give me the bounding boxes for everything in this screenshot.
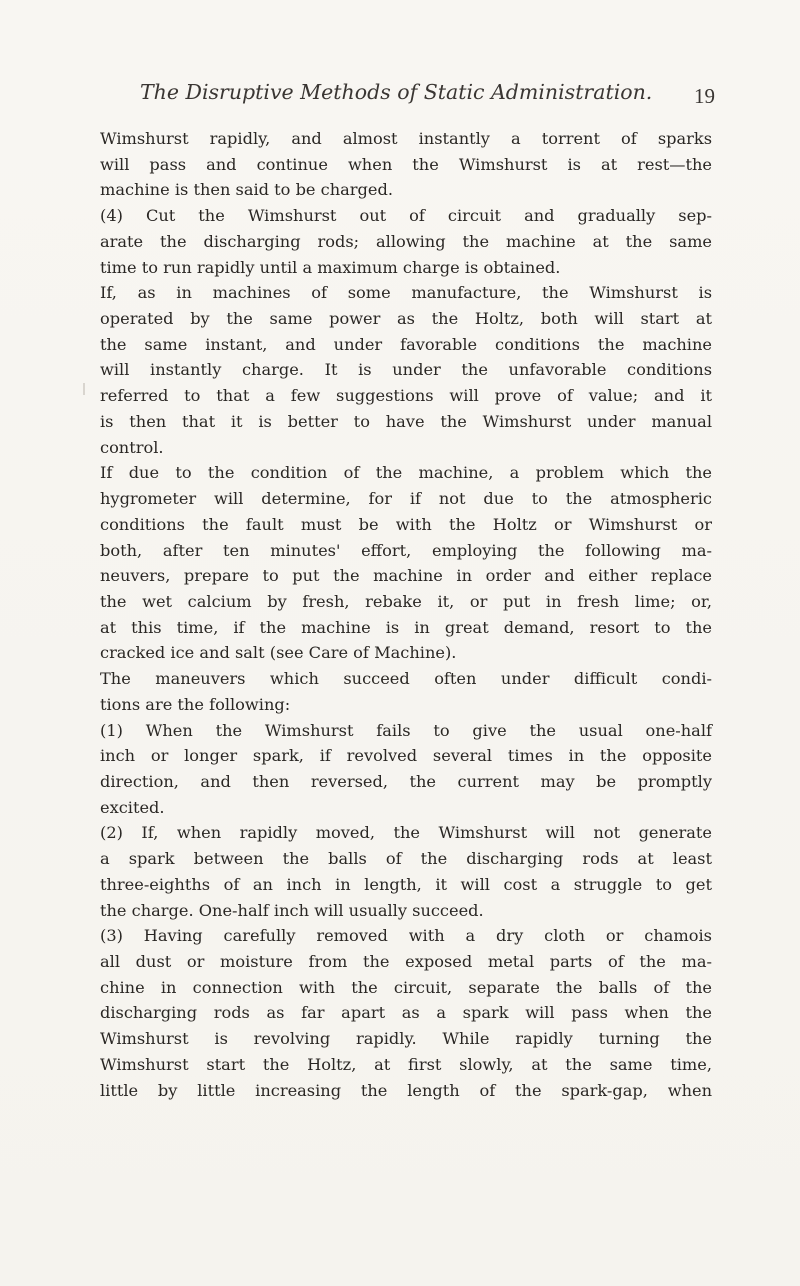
text-line: chine in connection with the circuit, separate the balls of the [100, 977, 712, 997]
text-line: Wimshurst rapidly, and almost instantly a torrent of sparks [100, 129, 712, 148]
text-line: excited. [100, 797, 165, 817]
text-line: Wimshurst is revolving rapidly. While rapidly turning the [100, 1029, 712, 1049]
text-line: time to run rapidly until a maximum charge is obtained. [100, 257, 561, 277]
text-line: operated by the same power as the Holtz, both will start at [100, 309, 712, 329]
text-line: arate the discharging rods; allowing the machine at the same [100, 231, 712, 251]
text-line: is then that it is better to have the Wimshurst under manual [100, 411, 712, 431]
running-header-title: The Disruptive Methods of Static Administration. [140, 80, 653, 104]
text-line: will instantly charge. It is under the unfavorable conditions [100, 360, 712, 380]
text-line: the same instant, and under favorable conditions the machine [100, 334, 712, 354]
text-line: control. [100, 437, 164, 457]
text-line: both, after ten minutes' effort, employing the following ma- [100, 540, 712, 560]
text-line: conditions the fault must be with the Holtz or Wimshurst or [100, 514, 712, 534]
text-line: cracked ice and salt (see Care of Machine). [100, 643, 457, 663]
text-line: a spark between the balls of the discharging rods at least [100, 849, 712, 869]
text-line: The maneuvers which succeed often under difficult condi- [100, 669, 712, 689]
text-line: the charge. One-half inch will usually succeed. [100, 900, 484, 920]
text-line: discharging rods as far apart as a spark will pass when the [100, 1003, 712, 1023]
text-line: three-eighths of an inch in length, it will cost a struggle to get [100, 874, 712, 894]
text-line: machine is then said to be charged. [100, 180, 393, 200]
text-line: will pass and continue when the Wimshurst is at rest—the [100, 154, 712, 174]
text-line: hygrometer will determine, for if not due to the atmospheric [100, 489, 712, 509]
paper-mark [83, 383, 85, 395]
text-line: tions are the following: [100, 694, 291, 714]
page-number: 19 [694, 84, 715, 108]
text-line: (1) When the Wimshurst fails to give the usual one-half [100, 720, 712, 740]
text-line: inch or longer spark, if revolved several times in the opposite [100, 746, 712, 766]
text-line: (4) Cut the Wimshurst out of circuit and gradually sep- [100, 206, 712, 226]
text-line: neuvers, prepare to put the machine in order and either replace [100, 566, 712, 586]
text-line: referred to that a few suggestions will prove of value; and it [100, 386, 712, 406]
text-line: the wet calcium by fresh, rebake it, or put in fresh lime; or, [100, 591, 712, 611]
text-line: Wimshurst start the Holtz, at first slowly, at the same time, [100, 1054, 712, 1074]
text-line: little by little increasing the length of the spark-gap, when [100, 1080, 712, 1100]
body-text [100, 126, 712, 1103]
text-line: at this time, if the machine is in great demand, resort to the [100, 617, 712, 637]
text-line: (2) If, when rapidly moved, the Wimshurst will not generate [100, 823, 712, 843]
text-line: (3) Having carefully removed with a dry cloth or chamois [100, 926, 712, 946]
text-line: If, as in machines of some manufacture, the Wimshurst is [100, 283, 712, 303]
running-header [140, 80, 715, 118]
text-line: If due to the condition of the machine, a problem which the [100, 463, 712, 483]
text-line: direction, and then reversed, the current may be promptly [100, 771, 712, 791]
text-line: all dust or moisture from the exposed metal parts of the ma- [100, 952, 712, 971]
